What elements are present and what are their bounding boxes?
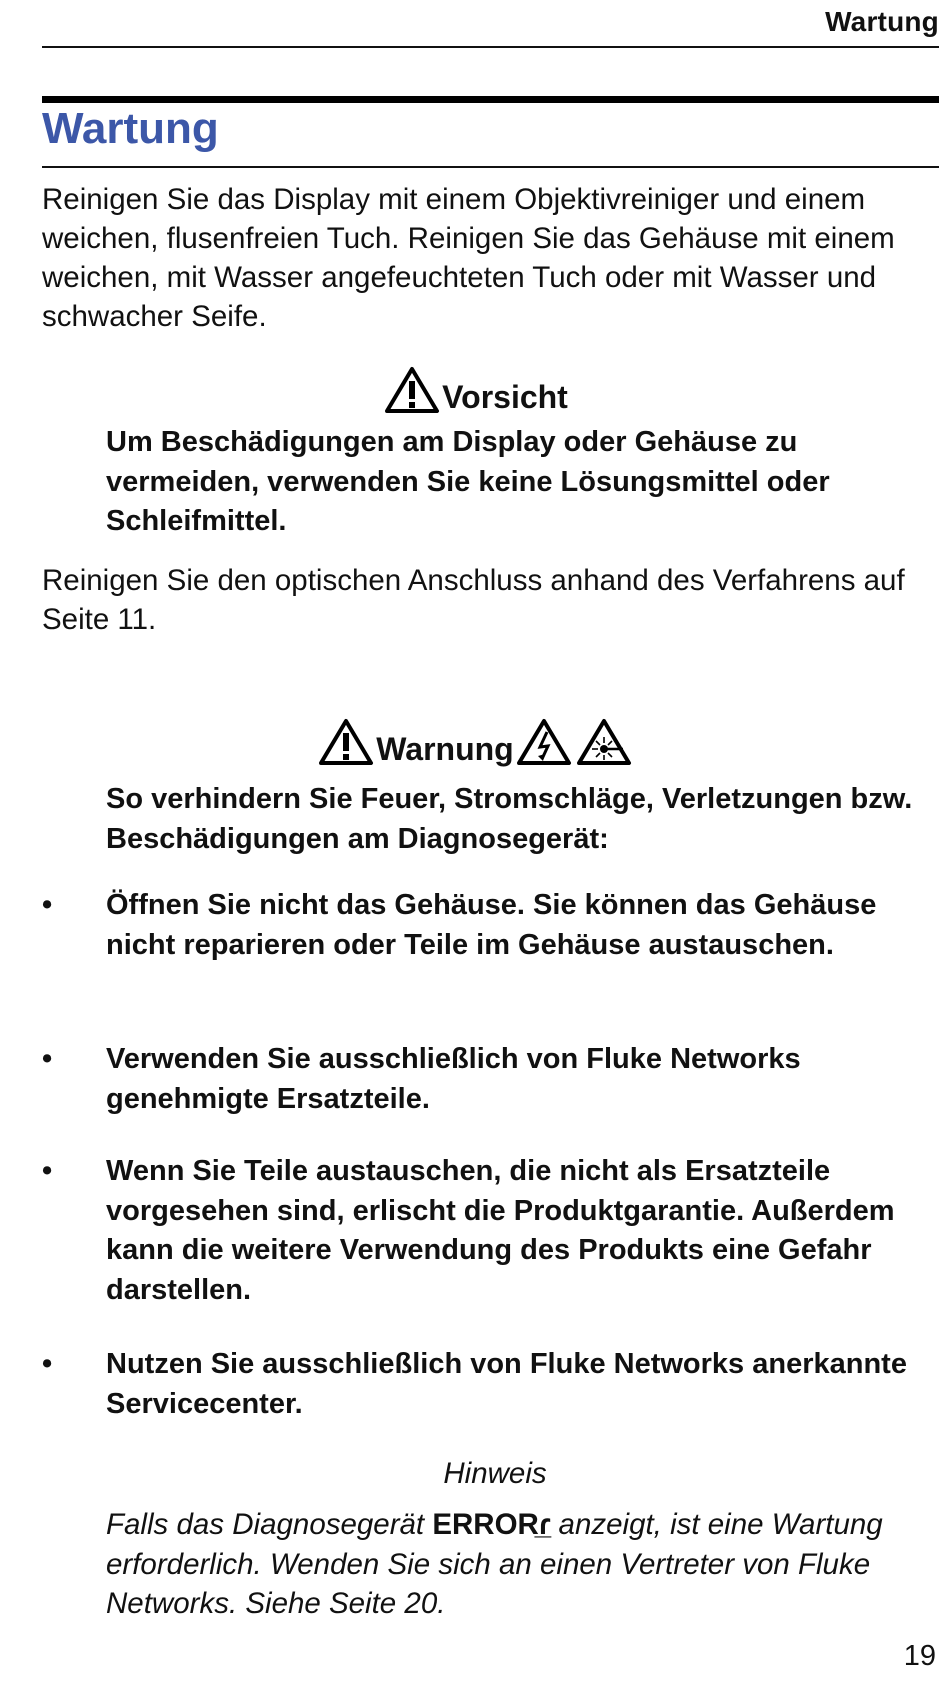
section-title: Wartung (42, 104, 219, 153)
intro-paragraph: Reinigen Sie das Display mit einem Objektivreiniger und einem weichen, flusenfreien Tuch. Reinigen Sie das Gehäuse mit einem weichen, mit Wasser angefeuchteten Tuch oder mit Wasser und schwacher Seife. (42, 183, 895, 333)
bullet-marker: • (42, 1043, 53, 1075)
warning-heading (0, 718, 950, 775)
bullet-text: Wenn Sie Teile austauschen, die nicht als Ersatzteile vorgesehen sind, erlischt die Produktgarantie. Außerdem kann die weitere Verwendung des Produkts eine Gefahr darstellen. (106, 1155, 895, 1306)
header-rule (42, 46, 939, 48)
error-code: ERROR (432, 1508, 539, 1541)
note-heading: Hinweis (443, 1457, 547, 1490)
caution-heading-label: Vorsicht (442, 379, 568, 415)
bullet-marker: • (42, 889, 53, 921)
section-top-rule (42, 96, 939, 103)
warning-heading-label: Warnung (376, 731, 514, 767)
note-text-suffix: anzeigt, ist eine Wartung erforderlich. Wenden Sie sich an einen Vertreter von Fluke Networks. Siehe Seite 20. (106, 1508, 883, 1620)
bullet-text: Öffnen Sie nicht das Gehäuse. Sie können das Gehäuse nicht reparieren oder Teile im Gehäuse austauschen. (106, 889, 877, 961)
note-text-prefix: Falls das Diagnosegerät (106, 1508, 433, 1541)
laser-radiation-icon (576, 718, 632, 775)
caution-text: Um Beschädigungen am Display oder Gehäuse zu vermeiden, verwenden Sie keine Lösungsmittel oder Schleifmittel. (106, 426, 830, 537)
warning-triangle-icon (384, 366, 440, 423)
page-number: 19 (903, 1640, 936, 1672)
error-code-glyph: ɾ̲ (538, 1508, 551, 1541)
section-title-rule (42, 166, 939, 168)
bullet-text: Verwenden Sie ausschließlich von Fluke Networks genehmigte Ersatzteile. (106, 1043, 801, 1115)
caution-heading (0, 366, 950, 423)
warning-intro: So verhindern Sie Feuer, Stromschläge, Verletzungen bzw. Beschädigungen am Diagnosegerät: (106, 783, 913, 855)
bullet-marker: • (42, 1348, 53, 1380)
running-header: Wartung (825, 6, 939, 37)
connector-paragraph: Reinigen Sie den optischen Anschluss anhand des Verfahrens auf Seite 11. (42, 564, 905, 636)
warning-triangle-icon (318, 718, 374, 775)
electric-shock-icon (516, 718, 572, 775)
bullet-marker: • (42, 1155, 53, 1187)
note-text (106, 1505, 939, 1624)
bullet-text: Nutzen Sie ausschließlich von Fluke Networks anerkannte Servicecenter. (106, 1348, 907, 1420)
